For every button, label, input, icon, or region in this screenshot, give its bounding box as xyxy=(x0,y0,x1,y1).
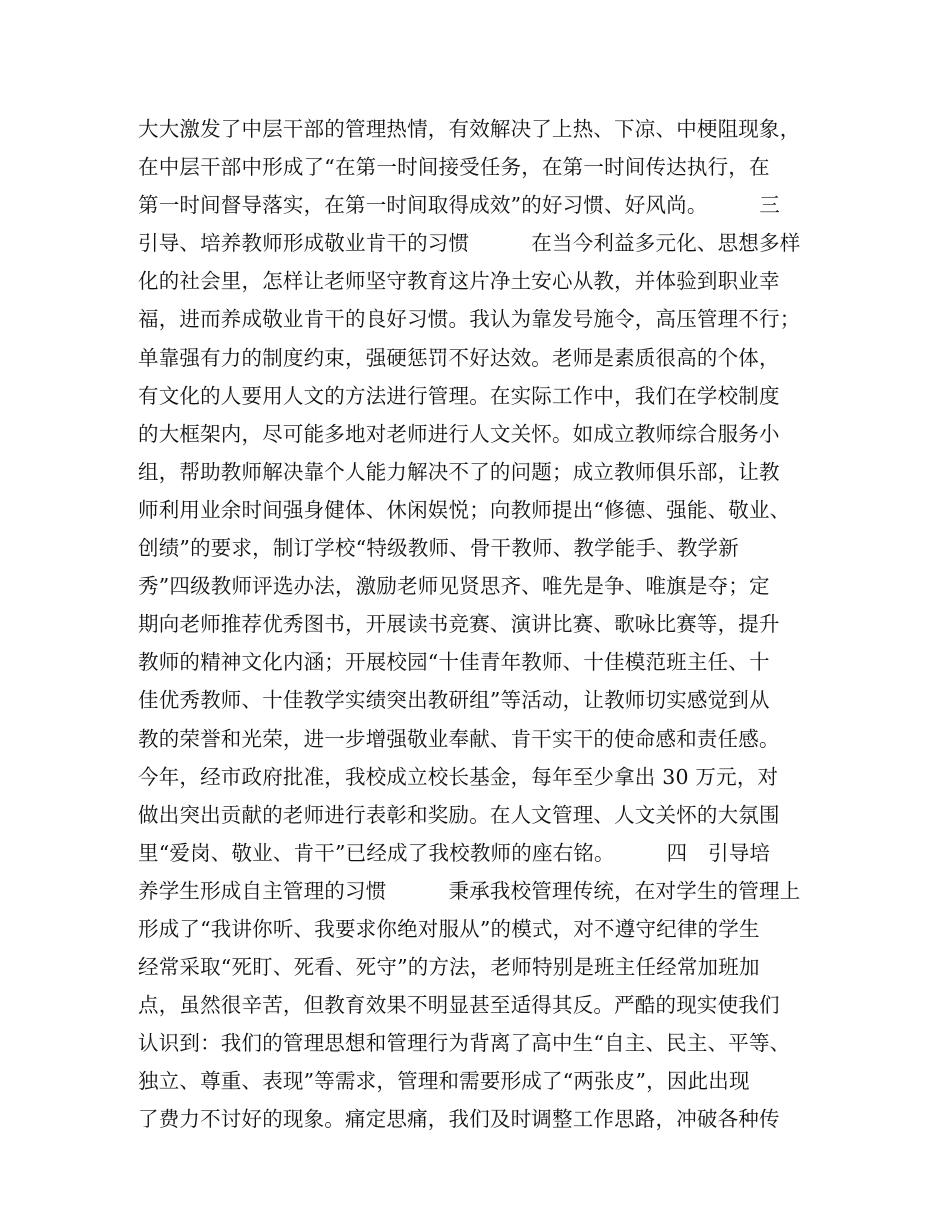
text-line: 第一时间督导落实，在第一时间取得成效”的好习惯、好风尚。 三 xyxy=(138,193,781,218)
text-line: 点，虽然很辛苦，但教育效果不明显甚至适得其反。严酷的现实使我们 xyxy=(138,993,780,1018)
text-line: 单靠强有力的制度约束，强硬惩罚不好达效。老师是素质很高的个体， xyxy=(138,345,780,370)
text-line: 创绩”的要求，制订学校“特级教师、骨干教师、教学能手、教学新 xyxy=(138,536,739,561)
text-line: 组，帮助教师解决靠个人能力解决不了的问题；成立教师俱乐部，让教 xyxy=(138,459,780,484)
text-line: 在中层干部中形成了“在第一时间接受任务，在第一时间传达执行，在 xyxy=(138,155,770,180)
text-line: 引导、培养教师形成敬业肯干的习惯 在当今利益多元化、思想多样 xyxy=(138,231,801,256)
text-line: 养学生形成自主管理的习惯 秉承我校管理传统，在对学生的管理上 xyxy=(138,878,801,903)
text-line: 里“爱岗、敬业、肯干”已经成了我校教师的座右铭。 四 引导培 xyxy=(138,840,771,865)
text-line: 期向老师推荐优秀图书，开展读书竞赛、演讲比赛、歌咏比赛等，提升 xyxy=(138,612,780,637)
text-line: 形成了“我讲你听、我要求你绝对服从”的模式，对不遵守纪律的学生 xyxy=(138,916,760,941)
text-line: 今年，经市政府批准，我校成立校长基金，每年至少拿出 30 万元，对 xyxy=(138,764,779,789)
text-line: 经常采取“死盯、死看、死守”的方法，老师特别是班主任经常加班加 xyxy=(138,955,760,980)
text-line: 教师的精神文化内涵；开展校园“十佳青年教师、十佳模范班主任、十 xyxy=(138,650,770,675)
text-line: 独立、尊重、表现”等需求，管理和需要形成了“两张皮”，因此出现 xyxy=(138,1069,750,1094)
text-line: 福，进而养成敬业肯干的良好习惯。我认为靠发号施令，高压管理不行； xyxy=(138,307,801,332)
text-line: 认识到：我们的管理思想和管理行为背离了高中生“自主、民主、平等、 xyxy=(138,1031,791,1056)
body-text xyxy=(138,110,828,1139)
text-line: 教的荣誉和光荣，进一步增强敬业奉献、肯干实干的使命感和责任感。 xyxy=(138,726,780,751)
text-line: 有文化的人要用人文的方法进行管理。在实际工作中，我们在学校制度 xyxy=(138,383,780,408)
text-line: 化的社会里，怎样让老师坚守教育这片净土安心从教，并体验到职业幸 xyxy=(138,269,780,294)
text-line: 大大激发了中层干部的管理热情，有效解决了上热、下凉、中梗阻现象， xyxy=(138,117,801,141)
text-line: 秀”四级教师评选办法，激励老师见贤思齐、唯先是争、唯旗是夺；定 xyxy=(138,574,770,599)
text-line: 做出突出贡献的老师进行表彰和奖励。在人文管理、人文关怀的大氛围 xyxy=(138,802,780,827)
text-line: 佳优秀教师、十佳教学实绩突出教研组”等活动，让教师切实感觉到从 xyxy=(138,688,770,713)
text-line: 了费力不讨好的现象。痛定思痛，我们及时调整工作思路，冲破各种传 xyxy=(138,1107,780,1132)
text-line: 的大框架内，尽可能多地对老师进行人文关怀。如成立教师综合服务小 xyxy=(138,421,780,446)
text-line: 师利用业余时间强身健体、休闲娱悦；向教师提出“修德、强能、敬业、 xyxy=(138,497,791,522)
